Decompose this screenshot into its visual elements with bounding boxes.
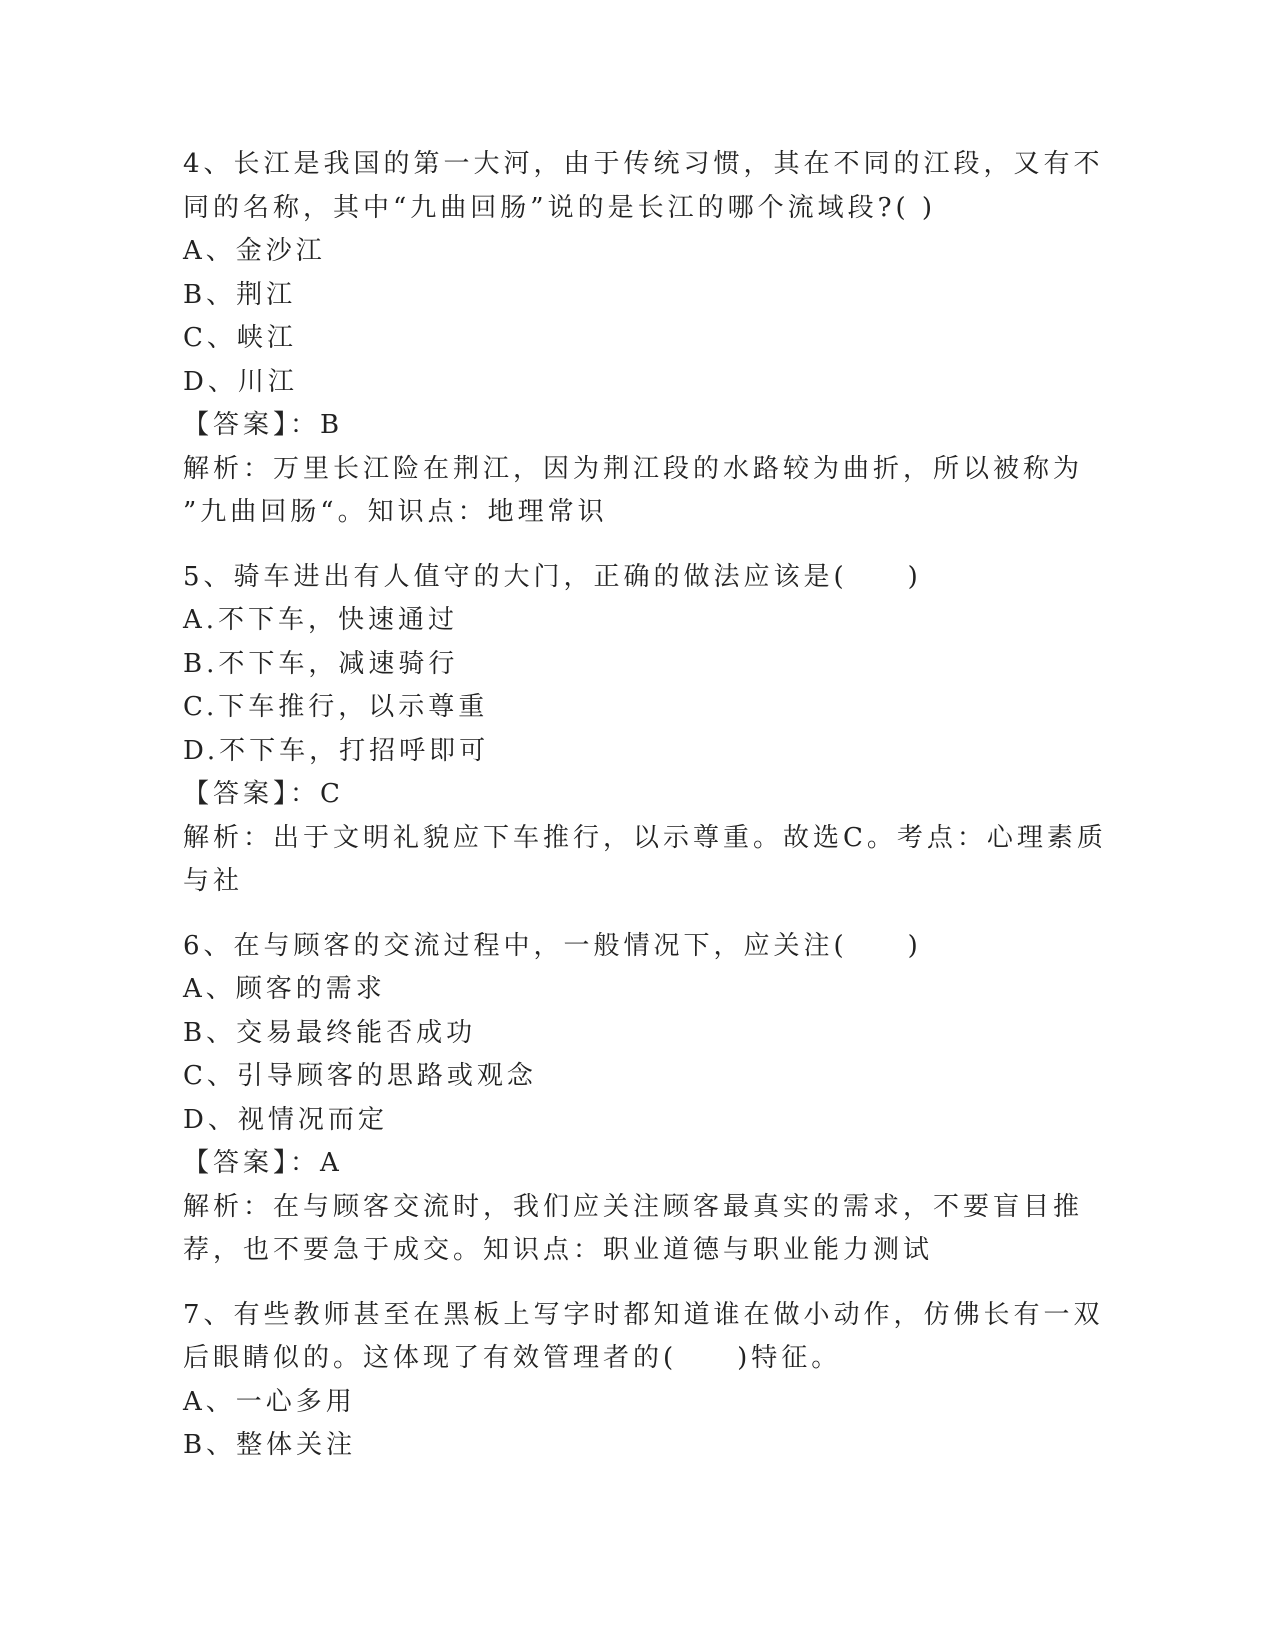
question-4 xyxy=(183,143,1104,535)
question-5 xyxy=(183,556,1107,904)
option-c: C、引导顾客的思路或观念 xyxy=(183,1061,537,1091)
question-6 xyxy=(183,925,1083,1273)
option-c: C.下车推行，以示尊重 xyxy=(183,692,489,722)
analysis-line: 与社 xyxy=(183,866,244,896)
option-d: D.不下车，打招呼即可 xyxy=(183,735,490,766)
option-a: A.不下车，快速通过 xyxy=(183,605,459,635)
option-a: A、金沙江 xyxy=(183,236,326,266)
analysis-line: 解析：万里长江险在荆江，因为荆江段的水路较为曲折，所以被称为 xyxy=(183,453,1084,484)
analysis-line: 解析：出于文明礼貌应下车推行，以示尊重。故选C。考点：心理素质 xyxy=(183,822,1107,853)
question-stem-line: 7、有些教师甚至在黑板上写字时都知道谁在做小动作，仿佛长有一双 xyxy=(183,1299,1104,1330)
question-stem-line: 5、骑车进出有人值守的大门，正确的做法应该是( ) xyxy=(183,561,922,592)
question-stem-line: 4、长江是我国的第一大河，由于传统习惯，其在不同的江段，又有不 xyxy=(183,149,1104,179)
question-stem-line: 后眼睛似的。这体现了有效管理者的( )特征。 xyxy=(183,1343,842,1373)
question-stem-line: 6、在与顾客的交流过程中，一般情况下，应关注( ) xyxy=(183,930,922,961)
analysis-line: ”九曲回肠“。知识点：地理常识 xyxy=(183,497,608,527)
document-page xyxy=(183,143,1107,1489)
answer-line: 【答案】：B xyxy=(183,410,344,440)
option-c: C、峡江 xyxy=(183,323,297,353)
analysis-line: 解析：在与顾客交流时，我们应关注顾客最真实的需求，不要盲目推 xyxy=(183,1191,1084,1222)
analysis-line: 荐，也不要急于成交。知识点：职业道德与职业能力测试 xyxy=(183,1235,934,1265)
option-a: A、顾客的需求 xyxy=(183,974,386,1004)
option-a: A、一心多用 xyxy=(183,1386,356,1417)
question-stem-line: 同的名称，其中“九曲回肠”说的是长江的哪个流域段?( ) xyxy=(183,192,937,223)
option-d: D、视情况而定 xyxy=(183,1104,388,1135)
option-d: D、川江 xyxy=(183,366,298,397)
option-b: B.不下车，减速骑行 xyxy=(183,648,459,679)
answer-line: 【答案】：C xyxy=(183,779,344,809)
option-b: B、交易最终能否成功 xyxy=(183,1017,477,1048)
option-b: B、荆江 xyxy=(183,279,297,310)
answer-line: 【答案】：A xyxy=(183,1148,343,1178)
question-7 xyxy=(183,1294,1104,1468)
option-b: B、整体关注 xyxy=(183,1430,357,1460)
